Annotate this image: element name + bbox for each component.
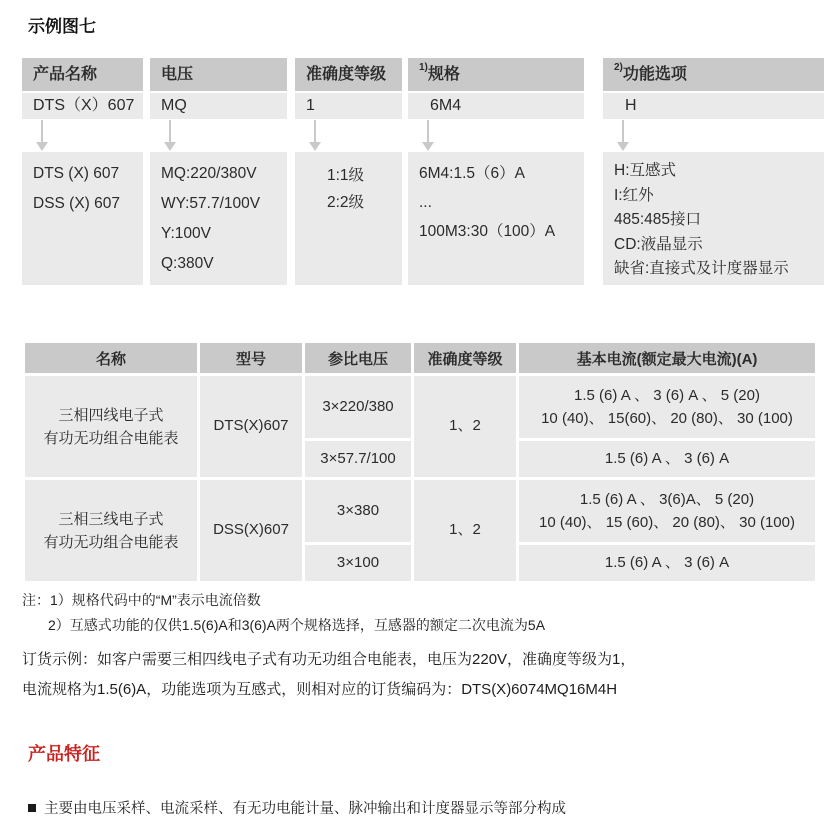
detail-line: 485:485接口	[614, 211, 702, 228]
feature-item	[28, 797, 566, 818]
detail-line: MQ:220/380V	[161, 165, 257, 182]
order-example	[22, 645, 814, 705]
detail-line: Y:100V	[161, 225, 211, 242]
code-value: 1	[295, 93, 402, 119]
code-detail	[408, 152, 584, 285]
cell-name: 三相三线电子式 有功无功组合电能表	[25, 480, 197, 581]
order-example-line2: 电流规格为1.5(6)A，功能选项为互感式，则相对应的订货编码为：DTS(X)6074MQ16M4H	[22, 681, 618, 698]
footnote-marker: 2)	[614, 62, 623, 73]
detail-line: 2:2级	[326, 194, 365, 211]
code-header	[603, 58, 824, 91]
code-header-label: 规格	[427, 66, 460, 83]
table-row	[25, 480, 815, 542]
cell-current: 1.5 (6) A 、 3 (6) A	[519, 441, 815, 477]
cell-current: 1.5 (6) A 、 3 (6) A 、 5 (20) 10 (40)、 15(60)、 20 (80)、 30 (100)	[519, 376, 815, 438]
code-value: 6M4	[408, 93, 584, 119]
detail-line: Q:380V	[161, 255, 214, 272]
detail-line: DTS (X) 607	[33, 165, 120, 182]
cell-model: DTS(X)607	[200, 376, 302, 477]
code-header-label: 功能选项	[622, 66, 687, 83]
cell-current: 1.5 (6) A 、 3 (6) A	[519, 545, 815, 581]
arrow-down-icon	[408, 119, 584, 152]
page-title: 示例图七	[28, 17, 96, 36]
cell-name: 三相四线电子式 有功无功组合电能表	[25, 376, 197, 477]
code-header-label: 产品名称	[33, 66, 98, 83]
detail-line: I:红外	[614, 186, 654, 204]
detail-line: 缺省:直接式及计度器显示	[614, 260, 789, 277]
code-column-function	[603, 58, 824, 285]
cell-voltage: 3×57.7/100	[305, 441, 411, 477]
cell-current: 1.5 (6) A 、 3(6)A、 5 (20) 10 (40)、 15 (60)、 20 (80)、 30 (100)	[519, 480, 815, 542]
code-detail	[603, 152, 824, 285]
footnote-marker: 1)	[419, 62, 428, 73]
note-2: 2）互感式功能的仅供1.5(6)A和3(6)A两个规格选择，互感器的额定二次电流为5A	[48, 617, 546, 633]
cell-voltage: 3×220/380	[305, 376, 411, 438]
detail-line: DSS (X) 607	[33, 195, 121, 212]
detail-line: 100M3:30（100）A	[419, 223, 556, 240]
detail-line: 1:1级	[326, 167, 365, 184]
code-detail	[22, 152, 143, 285]
code-column-spec	[408, 58, 584, 285]
table-row	[25, 376, 815, 438]
code-column-accuracy	[295, 58, 402, 285]
detail-line: CD:液晶显示	[614, 235, 703, 253]
features-heading: 产品特征	[28, 744, 100, 764]
cell-accuracy: 1、2	[414, 480, 516, 581]
code-value: MQ	[150, 93, 287, 119]
note-1: 注：1）规格代码中的“M”表示电流倍数	[22, 592, 261, 608]
col-header-current: 基本电流(额定最大电流)(A)	[519, 343, 815, 373]
code-header	[295, 58, 402, 91]
code-header-label: 电压	[161, 66, 194, 83]
code-header-label: 准确度等级	[306, 66, 387, 83]
table-header-row	[25, 343, 815, 373]
code-column-product-name	[22, 58, 143, 285]
code-header	[150, 58, 287, 91]
arrow-down-icon	[150, 119, 287, 152]
cell-voltage: 3×380	[305, 480, 411, 542]
bullet-square-icon	[28, 804, 36, 812]
detail-line: H:互感式	[614, 162, 677, 179]
detail-line: ...	[419, 194, 432, 211]
order-example-line1: 订货示例：如客户需要三相四线电子式有功无功组合电能表，电压为220V，准确度等级为1，	[22, 651, 636, 668]
col-header-voltage: 参比电压	[305, 343, 411, 373]
detail-line: 6M4:1.5（6）A	[419, 165, 525, 182]
code-header	[22, 58, 143, 91]
code-detail	[295, 152, 402, 285]
code-value: DTS（X）607	[22, 93, 143, 119]
cell-model: DSS(X)607	[200, 480, 302, 581]
code-detail	[150, 152, 287, 285]
arrow-down-icon	[295, 119, 402, 152]
code-value: H	[603, 93, 824, 119]
detail-line: WY:57.7/100V	[161, 195, 261, 212]
col-header-accuracy: 准确度等级	[414, 343, 516, 373]
cell-accuracy: 1、2	[414, 376, 516, 477]
arrow-down-icon	[22, 119, 143, 152]
feature-item-text: 主要由电压采样、电流采样、有无功电能计量、脉冲输出和计度器显示等部分构成	[44, 801, 566, 817]
col-header-model: 型号	[200, 343, 302, 373]
code-header	[408, 58, 584, 91]
arrow-down-icon	[603, 119, 824, 152]
cell-voltage: 3×100	[305, 545, 411, 581]
col-header-name: 名称	[25, 343, 197, 373]
code-column-voltage	[150, 58, 287, 285]
spec-table	[22, 340, 818, 584]
